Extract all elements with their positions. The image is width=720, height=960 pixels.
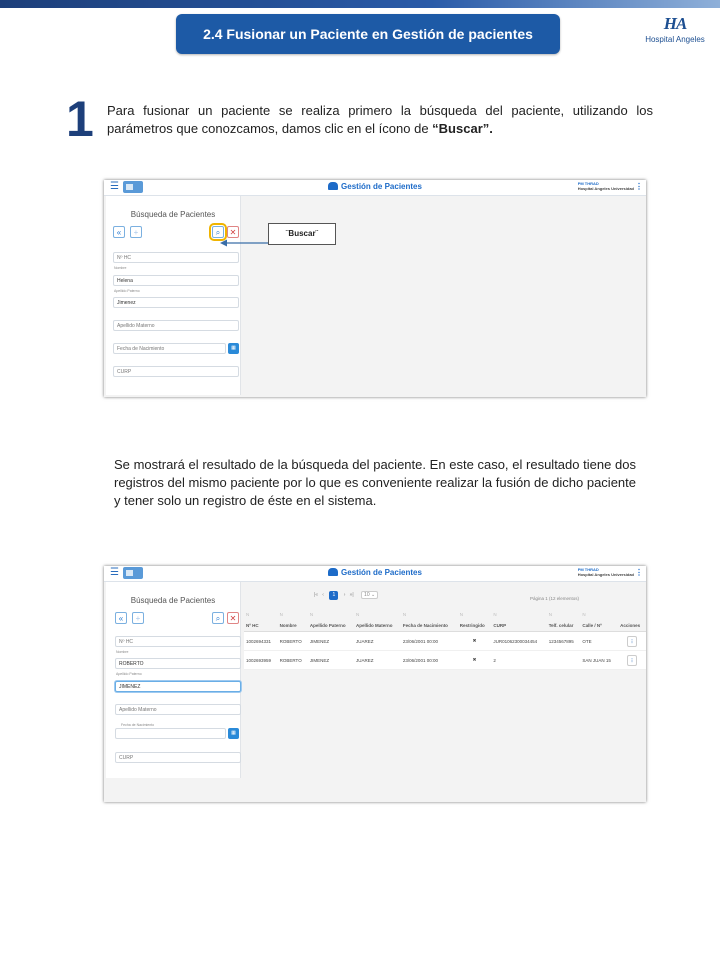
search-panel [106, 582, 241, 778]
app-header [104, 180, 646, 196]
app-header [104, 566, 646, 582]
more-icon[interactable]: ⋮ [635, 182, 643, 191]
screenshot-search-results [104, 566, 646, 802]
curp-field[interactable]: CURP [115, 752, 241, 763]
restricted-icon: ✖ [458, 651, 492, 670]
app-title [104, 182, 646, 191]
results-table [244, 610, 646, 670]
patients-icon [328, 568, 338, 576]
filter-mark[interactable]: N [246, 612, 250, 617]
nombre-label: Nombre [116, 650, 129, 654]
page-1-button[interactable]: 1 [329, 591, 338, 600]
cell: 23/06/2001 00:00 [401, 651, 458, 670]
app-title [104, 568, 646, 577]
cell: JUAREZ [354, 632, 401, 651]
col-header[interactable]: Apellido Paterno [308, 619, 354, 632]
search-callout: ¨Buscar¨ [268, 223, 336, 245]
result-description: Se mostrará el resultado de la búsqueda del paciente. En este caso, el resultado tiene dos registros del mismo paciente por lo que es conveniente realizar la fusión de dicho paciente y tener solo un registro de éste en el sistema. [114, 457, 636, 508]
materno-field[interactable]: Apellido Materno [113, 320, 239, 331]
more-icon[interactable]: ⋮ [635, 568, 643, 577]
user-org: Hospital Angeles Universidad [577, 186, 634, 191]
collapse-button[interactable]: « [113, 226, 125, 238]
header-row [244, 619, 646, 632]
cell: JIMENEZ [308, 632, 354, 651]
nombre-field[interactable]: ROBERTO [115, 658, 241, 669]
filter-mark[interactable]: N [402, 612, 407, 617]
page-size-select[interactable]: 10 ⌄ [361, 591, 378, 599]
top-accent-bar [0, 0, 720, 8]
cell: JIMENEZ [308, 651, 354, 670]
fecha-label: Fecha de Nacimiento [121, 723, 155, 727]
calendar-icon[interactable]: ▦ [228, 728, 239, 739]
hospital-logo [640, 14, 710, 54]
cell: ROBERTO [278, 632, 308, 651]
page-info: Página 1 (12 elementos) [530, 596, 580, 601]
clear-button[interactable]: ✕ [227, 226, 239, 238]
filter-mark[interactable]: N [548, 612, 552, 617]
table-row[interactable] [244, 632, 646, 651]
restricted-icon: ✖ [458, 632, 492, 651]
paterno-label: Apellido Paterno [116, 672, 142, 676]
menu-icon[interactable]: ☰ [110, 181, 119, 192]
instruction-text: Para fusionar un paciente se realiza primero la búsqueda del paciente, utilizando los parámetros que conozcamos, damos clic en el ícono de [107, 103, 653, 136]
cell: SAN JUAN 15 [580, 651, 618, 670]
col-header[interactable]: CURP [491, 619, 546, 632]
filter-row [244, 610, 646, 619]
app-title-text: Gestión de Pacientes [341, 182, 422, 191]
cell: 1002693959 [244, 651, 278, 670]
nhc-field[interactable]: Nº HC [113, 252, 239, 263]
calendar-icon[interactable]: ▦ [228, 343, 239, 354]
add-button[interactable]: + [132, 612, 144, 624]
col-header[interactable]: Nº HC [244, 619, 278, 632]
panel-title: Búsqueda de Pacientes [130, 210, 216, 219]
pagination [314, 591, 378, 600]
search-panel [106, 196, 241, 395]
col-header[interactable]: Apellido Materno [354, 619, 401, 632]
menu-icon[interactable]: ☰ [110, 567, 119, 578]
nombre-label: Nombre [114, 266, 127, 270]
cell: JUR01062300034454 [491, 632, 546, 651]
cell: 23/06/2001 00:00 [401, 632, 458, 651]
filter-mark[interactable]: N [582, 612, 586, 617]
page-title: 2.4 Fusionar un Paciente en Gestión de pacientes [176, 14, 560, 54]
paterno-field[interactable]: Jimenez [113, 297, 239, 308]
cell: ROBERTO [278, 651, 308, 670]
step-instruction [107, 102, 653, 138]
cell: OTE [580, 632, 618, 651]
user-org: Hospital Angeles Universidad [577, 572, 634, 577]
cell: 1234567895 [547, 632, 581, 651]
col-header[interactable]: Nombre [278, 619, 308, 632]
nombre-field[interactable]: Helena [113, 275, 239, 286]
col-header[interactable]: Restringido [458, 619, 492, 632]
filter-mark[interactable]: N [459, 612, 463, 617]
col-header[interactable]: Telf. celular [547, 619, 581, 632]
logo-name: Hospital Angeles [645, 35, 705, 44]
col-header[interactable]: Calle / Nº [580, 619, 618, 632]
user-name: PM THRAD [577, 567, 599, 572]
clear-button[interactable]: ✕ [227, 612, 239, 624]
actions-cell [618, 651, 646, 670]
last-page-button[interactable]: »| [349, 592, 354, 598]
filter-mark[interactable]: N [493, 612, 497, 617]
table-row[interactable] [244, 651, 646, 670]
cell: 2 [491, 651, 546, 670]
paterno-label: Apellido Paterno [114, 289, 140, 293]
fecha-field[interactable]: Fecha de Nacimiento [113, 343, 226, 354]
row-actions-button[interactable]: ⋮ [627, 655, 637, 666]
cell [547, 651, 581, 670]
prev-page-button[interactable]: ‹ [322, 592, 324, 598]
app-title-text: Gestión de Pacientes [341, 568, 422, 577]
next-page-button[interactable]: › [343, 592, 346, 598]
materno-field[interactable]: Apellido Materno [115, 704, 241, 715]
cell: 1002694331 [244, 632, 278, 651]
search-button[interactable]: ⌕ [212, 226, 224, 238]
filter-mark[interactable]: N [355, 612, 360, 617]
filter-mark[interactable]: N [309, 612, 314, 617]
fecha-field[interactable] [115, 728, 226, 739]
step-number: 1 [66, 91, 94, 147]
logo-mark: HA [663, 14, 687, 33]
collapse-button[interactable]: « [115, 612, 127, 624]
cell: JUAREZ [354, 651, 401, 670]
instruction-bold: “Buscar”. [432, 121, 493, 136]
screenshot-search-form [104, 180, 646, 397]
col-header[interactable]: Fecha de Nacimiento [401, 619, 458, 632]
add-button[interactable]: + [130, 226, 142, 238]
user-info [578, 181, 634, 191]
first-page-button[interactable]: |« [314, 592, 319, 598]
filter-mark-empty [618, 610, 646, 619]
paterno-field[interactable]: JIMENEZ [115, 681, 241, 692]
curp-field[interactable]: CURP [113, 366, 239, 377]
row-actions-button[interactable]: ⋮ [627, 636, 637, 647]
nhc-field[interactable]: Nº HC [115, 636, 241, 647]
actions-cell [618, 632, 646, 651]
search-button[interactable]: ⌕ [212, 612, 224, 624]
filter-mark[interactable]: N [279, 612, 283, 617]
page-size-value: 10 [364, 592, 370, 598]
col-header: Acciones [618, 619, 646, 632]
patients-icon [328, 182, 338, 190]
user-info [578, 567, 634, 577]
panel-title: Búsqueda de Pacientes [130, 596, 216, 605]
user-name: PM THRAD [577, 181, 599, 186]
